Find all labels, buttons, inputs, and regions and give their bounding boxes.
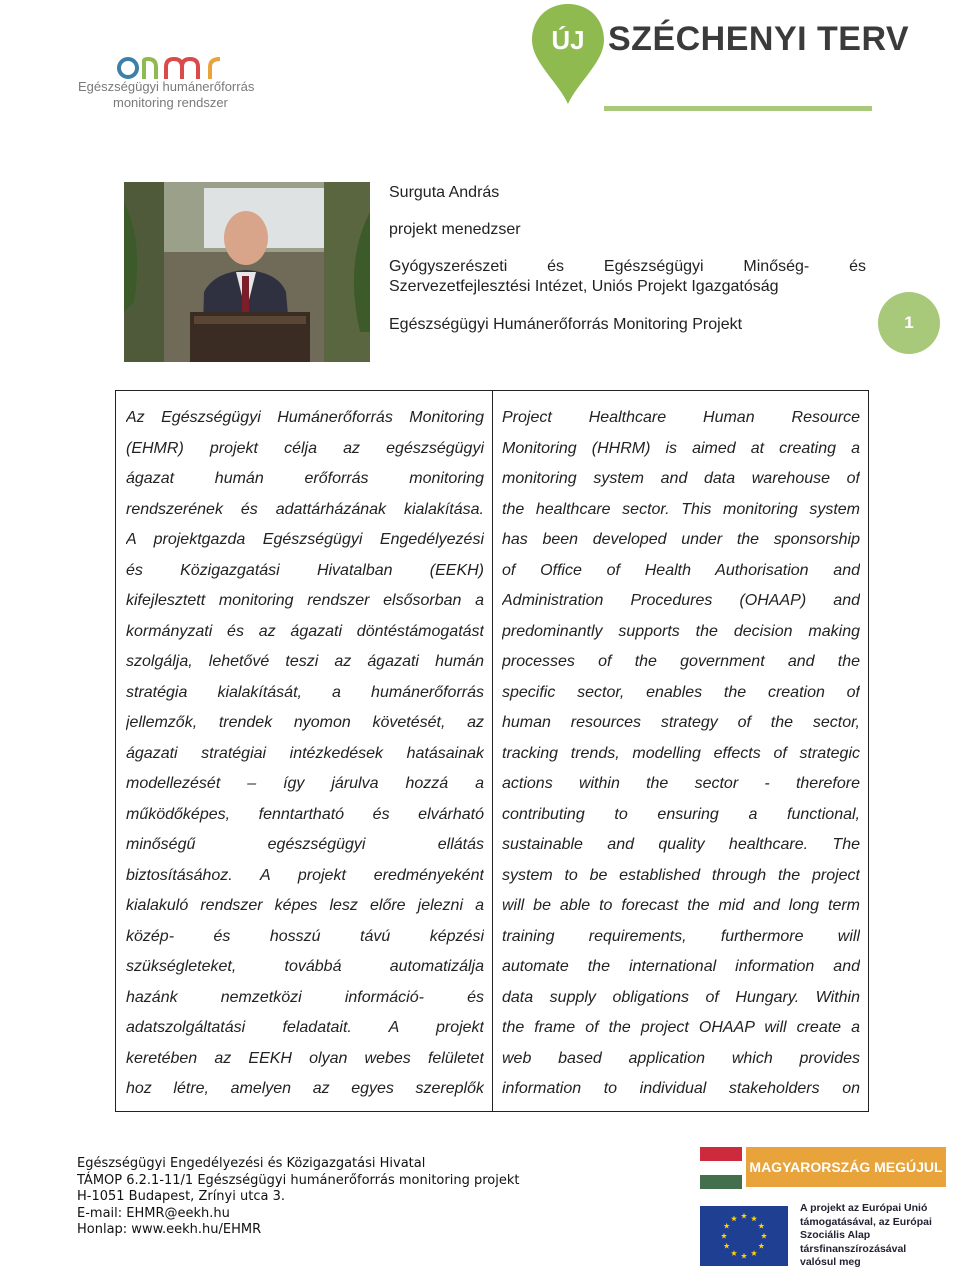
english-text-line: Project Healthcare Human Resource: [502, 409, 860, 426]
english-text-line: system to be established through the project: [502, 866, 860, 884]
hungarian-text-line: biztosításához. A projekt eredményeként: [126, 866, 484, 884]
column-divider: [492, 391, 493, 1111]
eu-flag-icon: [700, 1206, 788, 1266]
ehmr-rings-icon: [114, 55, 264, 79]
footer-line: Egészségügyi Engedélyezési és Közigazgatási Hivatal: [77, 1156, 426, 1171]
hungarian-text-line: kormányzati és az ágazati döntéstámogatást: [126, 622, 484, 640]
hungarian-text-line: kifejlesztett monitoring rendszer elsősorban a: [126, 592, 484, 609]
english-text-line: information to individual stakeholders on: [502, 1080, 860, 1097]
english-text-line: sustainable and quality healthcare. The: [502, 836, 860, 853]
english-text-line: web based application which provides: [502, 1049, 860, 1067]
person-role: projekt menedzser: [389, 221, 521, 238]
english-text-line: processes of the government and the: [502, 653, 860, 670]
hungarian-text-line: hoz létre, amelyen az egyes szereplők: [126, 1080, 484, 1097]
footer-contact: [77, 1156, 519, 1239]
hungarian-text-line: működőképes, fenntartható és elvárható: [126, 805, 484, 823]
hungarian-flag-icon: [700, 1145, 742, 1191]
magyarorszag-megujul-logo: [700, 1145, 948, 1191]
english-text-line: will be able to forecast the mid and long term: [502, 897, 860, 914]
eu-text-line: valósul meg: [800, 1256, 861, 1268]
footer-line: E-mail: EHMR@eekh.hu: [77, 1205, 230, 1221]
logo-underline: [604, 106, 872, 111]
hungarian-text-line: modellezését – így járulva hozzá a: [126, 775, 484, 792]
hungarian-text-line: adatszolgáltatási feladatait. A projekt: [126, 1019, 484, 1036]
hungarian-text-line: közép- és hosszú távú képzési: [126, 927, 484, 945]
english-text-line: human resources strategy of the sector,: [502, 714, 860, 731]
english-text-line: tracking trends, modelling effects of strategic: [502, 744, 860, 762]
hungarian-text-line: Az Egészségügyi Humánerőforrás Monitoring: [126, 409, 484, 426]
english-text-line: has been developed under the sponsorship: [502, 531, 860, 548]
eu-text-line: támogatásával, az Európai: [800, 1215, 932, 1228]
hungarian-text-line: hazánk nemzetközi információ- és: [126, 988, 484, 1006]
hungarian-text-line: és Közigazgatási Hivatalban (EEKH): [126, 561, 484, 579]
english-text-line: data supply obligations of Hungary. Within: [502, 988, 860, 1006]
organization-line-1: Gyógyszerészeti és Egészségügyi Minőség- és: [389, 258, 866, 275]
speaker-photo: [124, 182, 370, 362]
english-text-line: Administration Procedures (OHAAP) and: [502, 592, 860, 609]
hungarian-text-line: rendszerének és adattárházának kialakítása.: [126, 500, 484, 518]
english-text-line: training requirements, furthermore will: [502, 927, 860, 945]
english-text-line: of Office of Health Authorisation and: [502, 561, 860, 579]
hungarian-text-line: jellemzők, trendek nyomon követését, az: [126, 714, 484, 731]
ehmr-logo-line1: Egészségügyi humánerőforrás: [78, 79, 255, 94]
project-name: Egészségügyi Humánerőforrás Monitoring Projekt: [389, 316, 743, 333]
ehmr-logo: [78, 55, 278, 110]
eu-text-line: Szociális Alap: [800, 1229, 871, 1241]
footer-line: TÁMOP 6.2.1-11/1 Egészségügyi humánerőforrás monitoring projekt: [77, 1172, 520, 1188]
english-text-line: actions within the sector - therefore: [502, 775, 860, 792]
person-name: Surguta András: [389, 184, 500, 201]
hungarian-text-line: minőségű egészségügyi ellátás: [126, 836, 484, 853]
hungarian-text-line: ágazat humán erőforrás monitoring: [126, 470, 484, 487]
hungarian-text-line: stratégia kialakítását, a humánerőforrás: [126, 683, 484, 701]
map-pin-icon: [528, 0, 608, 110]
hungarian-text-line: (EHMR) projekt célja az egészségügyi: [126, 439, 484, 457]
szechenyi-terv-name: SZÉCHENYI TERV: [608, 20, 910, 58]
english-text-line: specific sector, enables the creation of: [502, 683, 860, 701]
hungarian-text-line: szükségleteket, továbbá automatizálja: [126, 958, 484, 975]
szechenyi-terv-logo: [528, 0, 910, 120]
english-text-line: the healthcare sector. This monitoring system: [502, 500, 860, 518]
eu-funding-logo: [700, 1200, 948, 1268]
eu-funding-text: [800, 1202, 932, 1270]
footer-line: Honlap: www.eekh.hu/EHMR: [77, 1222, 262, 1237]
eu-text-line: társfinanszírozásával: [800, 1242, 907, 1255]
hungarian-text-line: ágazati stratégiai intézkedések hatásainak: [126, 744, 484, 762]
english-text-line: contributing to ensuring a functional,: [502, 805, 860, 823]
hungarian-text-line: szolgálja, lehetővé teszi az ágazati humán: [126, 653, 484, 670]
ehmr-logo-line2: monitoring rendszer: [113, 95, 228, 110]
hungarian-column: [126, 403, 484, 1105]
hungarian-text-line: kialakuló rendszer képes lesz előre jelezni a: [126, 897, 484, 914]
english-column: [502, 403, 860, 1105]
hungarian-text-line: A projektgazda Egészségügyi Engedélyezési: [126, 531, 484, 548]
bilingual-description-table: [115, 390, 869, 1112]
english-text-line: Monitoring (HHRM) is aimed at creating a: [502, 439, 860, 457]
english-text-line: monitoring system and data warehouse of: [502, 470, 860, 487]
page-number-badge: 1: [878, 292, 940, 354]
english-text-line: the frame of the project OHAAP will create a: [502, 1019, 860, 1036]
footer-line: H-1051 Budapest, Zrínyi utca 3.: [77, 1189, 285, 1204]
organization-line-2: Szervezetfejlesztési Intézet, Uniós Projekt Igazgatóság: [389, 278, 779, 295]
hungarian-text-line: keretében az EEKH olyan webes felületet: [126, 1049, 484, 1067]
pin-text: ÚJ: [551, 25, 585, 55]
eu-text-line: A projekt az Európai Unió: [800, 1202, 928, 1214]
english-text-line: predominantly supports the decision making: [502, 622, 860, 640]
english-text-line: automate the international information and: [502, 958, 860, 975]
magyarorszag-megujul-text: MAGYARORSZÁG MEGÚJUL: [746, 1147, 946, 1187]
